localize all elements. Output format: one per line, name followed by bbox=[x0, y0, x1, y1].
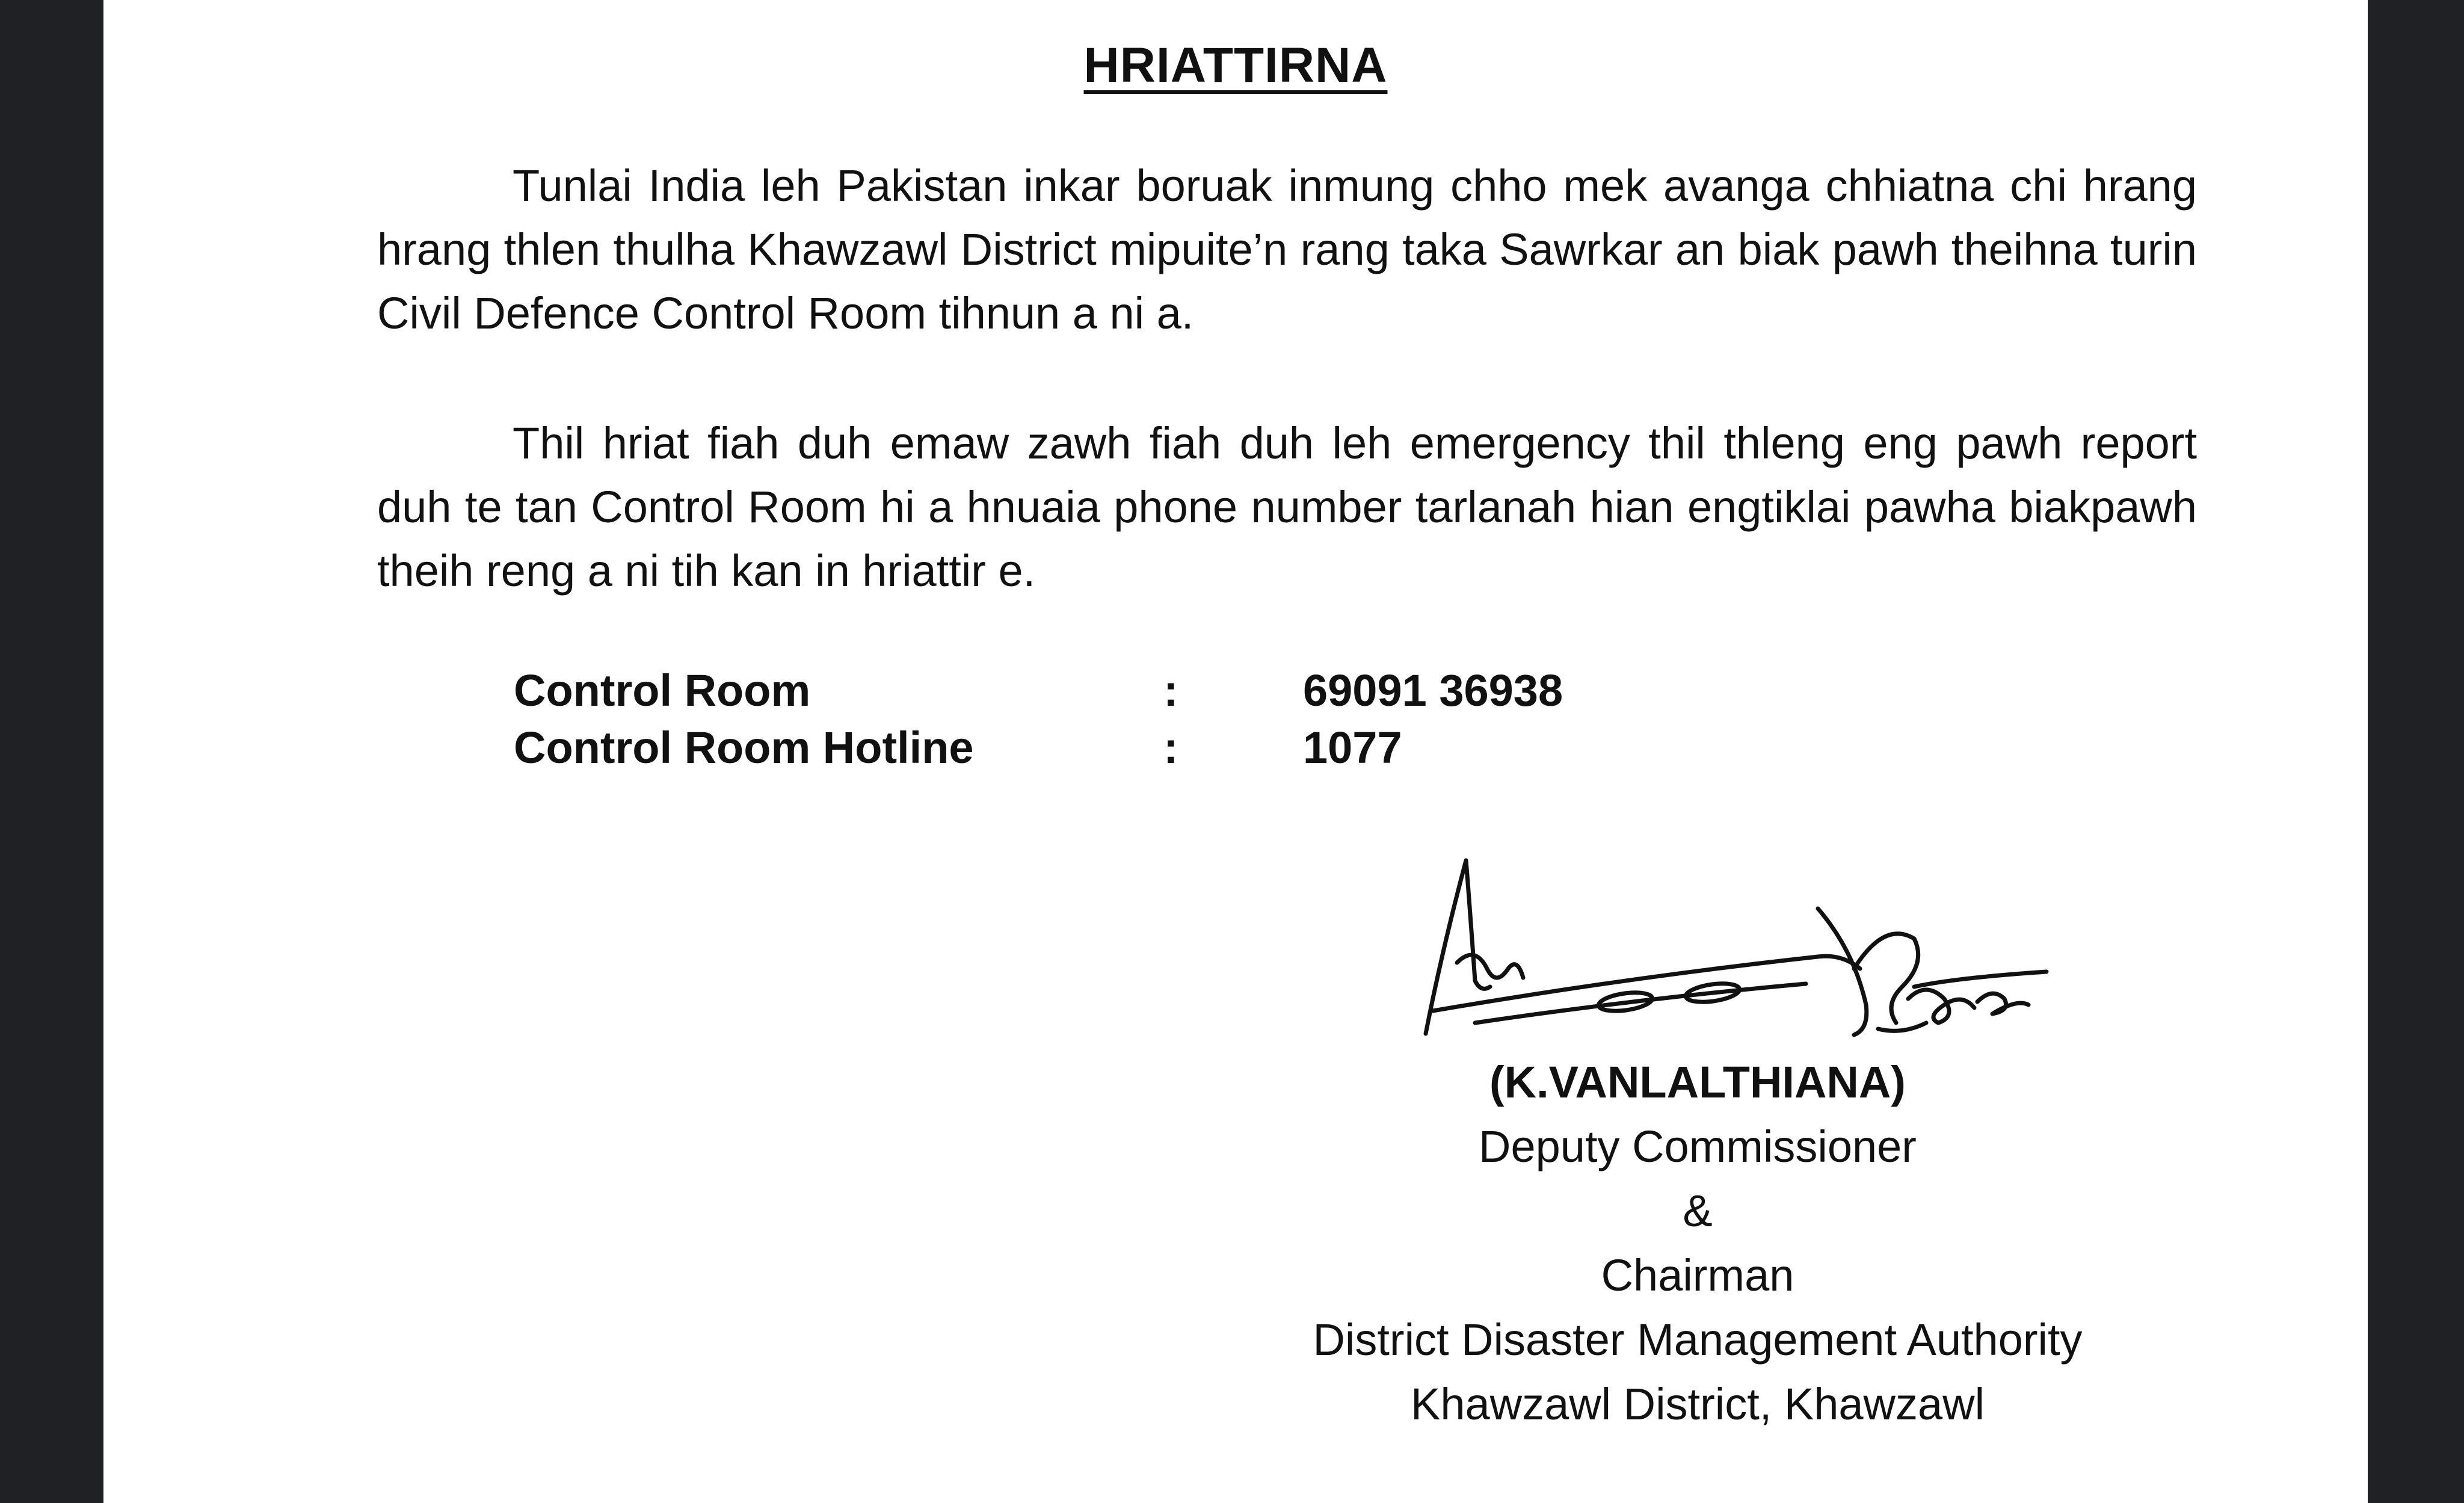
contact-separator: : bbox=[1163, 723, 1178, 773]
signatory-name: (K.VANLALTHIANA) bbox=[1489, 1057, 1906, 1107]
signatory-role: Chairman bbox=[1601, 1250, 1794, 1300]
paragraph-1: Tunlai India leh Pakistan inkar boruak inmung chho mek avanga chhiatna chi hrang hrang thlen thulha Khawzawl District mipuite’n rang taka Sawrkar an biak pawh theihna turin Civil Defence Control Room tihnun a ni a. bbox=[377, 161, 2197, 338]
document-title: HRIATTIRNA bbox=[1083, 38, 1388, 93]
contact-number: 69091 36938 bbox=[1303, 665, 1563, 715]
signatory-conjunction: & bbox=[1683, 1186, 1713, 1236]
signatory-designation: Deputy Commissioner bbox=[1479, 1122, 1917, 1171]
contact-label: Control Room bbox=[514, 665, 811, 715]
handwritten-signature bbox=[1385, 848, 2077, 1053]
signature-block bbox=[1186, 1050, 2209, 1436]
contact-number: 1077 bbox=[1303, 723, 1402, 773]
contact-label: Control Room Hotline bbox=[514, 723, 974, 773]
document-page bbox=[103, 0, 2368, 1503]
signatory-location: Khawzawl District, Khawzawl bbox=[1410, 1379, 1985, 1429]
signatory-authority: District Disaster Management Authority bbox=[1313, 1315, 2083, 1365]
contact-separator: : bbox=[1163, 665, 1178, 715]
paragraph-2: Thil hriat fiah duh emaw zawh fiah duh leh emergency thil thleng eng pawh report duh te tan Control Room hi a hnuaia phone number tarlanah hian engtiklai pawha biakpawh theih reng a ni tih kan in hriattir e. bbox=[377, 418, 2197, 596]
